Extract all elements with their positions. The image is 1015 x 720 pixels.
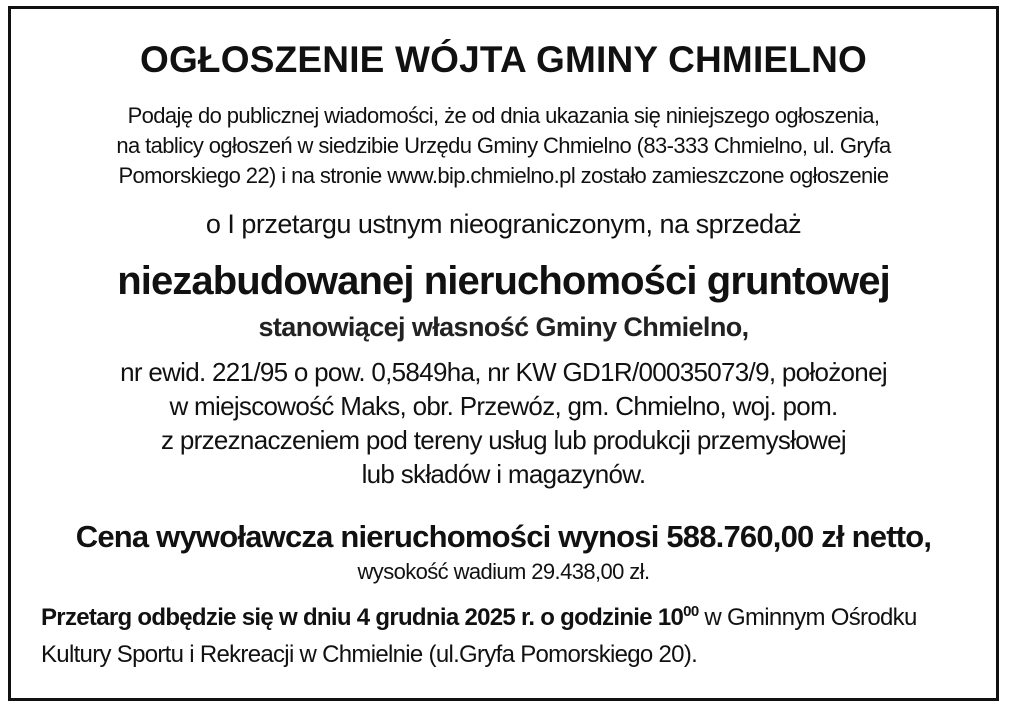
auction-location-start: w Gminnym Ośrodku <box>698 604 917 631</box>
starting-price: Cena wywoławcza nieruchomości wynosi 588.760,00 zł netto, <box>75 519 932 554</box>
property-ownership: stanowiącej własność Gminy Chmielno, <box>258 312 749 342</box>
property-description-line-3: z przeznaczeniem pod tereny usług lub produkcji przemysłowej <box>161 425 846 455</box>
intro-line-3: Pomorskiego 22) i na stronie www.bip.chmielno.pl zostało zamieszczone ogłoszenie <box>118 163 889 188</box>
property-description-line-2: w miejscowość Maks, obr. Przewóz, gm. Chmielno, woj. pom. <box>169 391 838 421</box>
intro-line-2: na tablicy ogłoszeń w siedzibie Urzędu Gminy Chmielno (83-333 Chmielno, ul. Gryfa <box>116 133 891 158</box>
announcement-frame <box>8 6 999 701</box>
property-description-line-4: lub składów i magazynów. <box>361 459 646 489</box>
auction-subject: o I przetargu ustnym nieograniczonym, na sprzedaż <box>205 209 802 239</box>
announcement-title: OGŁOSZENIE WÓJTA GMINY CHMIELNO <box>139 39 868 80</box>
intro-line-1: Podaję do publicznej wiadomości, że od dnia ukazania się niniejszego ogłoszenia, <box>127 103 880 128</box>
deposit-amount: wysokość wadium 29.438,00 zł. <box>357 559 650 584</box>
auction-location-line: Kultury Sportu i Rekreacji w Chmielnie (ul.Gryfa Pomorskiego 20). <box>41 641 698 668</box>
property-type: niezabudowanej nieruchomości gruntowej <box>117 259 890 303</box>
auction-date-line <box>41 603 991 632</box>
auction-date: Przetarg odbędzie się w dniu 4 grudnia 2025 r. o godzinie 10 <box>41 604 684 631</box>
auction-time-minutes: 00 <box>683 603 699 620</box>
property-description-line-1: nr ewid. 221/95 o pow. 0,5849ha, nr KW GD1R/00035073/9, położonej <box>120 357 887 387</box>
